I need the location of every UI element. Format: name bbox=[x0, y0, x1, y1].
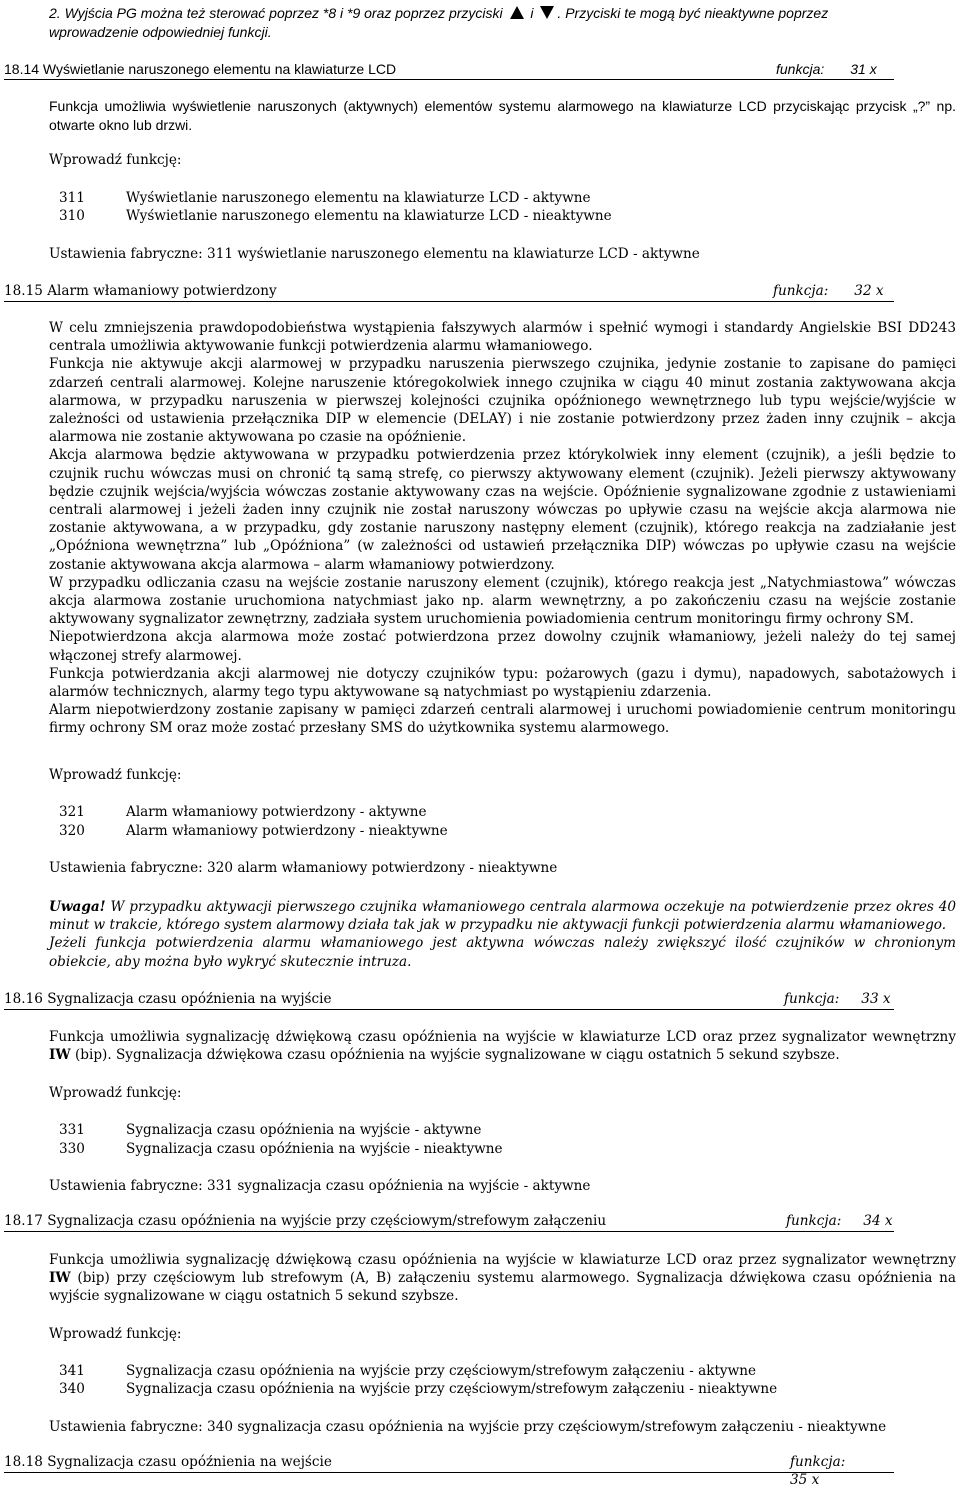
arrow-down-icon bbox=[540, 6, 554, 19]
function-code bbox=[786, 1212, 893, 1230]
intro-line2: wprowadzenie odpowiedniej funkcji. bbox=[49, 24, 272, 40]
description-bold: IW bbox=[49, 1047, 71, 1064]
option-row bbox=[59, 207, 612, 225]
option-row bbox=[59, 189, 591, 207]
function-value: 32 x bbox=[854, 283, 884, 299]
section-18-17-factory-setting: Ustawienia fabryczne: 340 sygnalizacja czasu opóźnienia na wyjście przy częściowym/strefowym załączeniu - nieaktywne bbox=[49, 1419, 887, 1435]
section-title: 18.16 Sygnalizacja czasu opóźnienia na wyjście bbox=[4, 991, 332, 1007]
option-row bbox=[59, 822, 448, 840]
function-label: funkcja: bbox=[773, 283, 829, 299]
option-code: 331 bbox=[59, 1122, 85, 1138]
option-text: Sygnalizacja czasu opóźnienia na wyjście - nieaktywne bbox=[126, 1141, 503, 1157]
option-row bbox=[59, 1121, 481, 1139]
description-text: (bip) przy częściowym lub strefowym (A, B) załączeniu systemu alarmowego. Sygnalizacja dźwiękowa czasu opóźnienia na wyjście sygnalizowane w ciągu ostatnich 5 sekund szybsze. bbox=[49, 1270, 956, 1305]
intro-paragraph bbox=[49, 4, 949, 42]
section-18-14-description: Funkcja umożliwia wyświetlenie naruszonych (aktywnych) elementów systemu alarmowego na klawiaturze LCD przyciskając przycisk „?” np. otwarte okno lub drzwi. bbox=[49, 98, 956, 133]
function-code bbox=[790, 1453, 894, 1489]
section-18-16-heading bbox=[4, 990, 894, 1010]
option-code: 330 bbox=[59, 1141, 85, 1157]
body-paragraph: Niepotwierdzona akcja alarmowa może zostać potwierdzona przez dowolny czujnik włamaniowy, jeżeli należy do tej samej włączonej strefy alarmowej. bbox=[49, 629, 956, 664]
option-row bbox=[59, 1380, 777, 1398]
function-value: 31 x bbox=[850, 61, 877, 77]
function-value: 35 x bbox=[790, 1472, 820, 1488]
section-18-17-prompt: Wprowadź funkcję: bbox=[49, 1326, 182, 1342]
function-code bbox=[784, 990, 891, 1008]
intro-line-prefix: 2. Wyjścia PG można też sterować poprzez *8 i *9 oraz poprzez przyciski bbox=[49, 5, 503, 21]
description-text: (bip). Sygnalizacja dźwiękowa czasu opóźnienia na wyjście sygnalizowane w ciągu ostatnich 5 sekund szybsze. bbox=[70, 1047, 840, 1064]
option-text: Wyświetlanie naruszonego elementu na klawiaturze LCD - nieaktywne bbox=[126, 208, 612, 224]
section-18-14-factory-setting: Ustawienia fabryczne: 311 wyświetlanie naruszonego elementu na klawiaturze LCD - aktywne bbox=[49, 246, 700, 262]
note-label: Uwaga! bbox=[49, 899, 106, 915]
section-title: 18.17 Sygnalizacja czasu opóźnienia na wyjście przy częściowym/strefowym załączeniu bbox=[4, 1213, 607, 1229]
section-18-14-heading bbox=[4, 60, 894, 80]
option-text: Sygnalizacja czasu opóźnienia na wyjście przy częściowym/strefowym załączeniu - aktywne bbox=[126, 1363, 757, 1379]
option-text: Sygnalizacja czasu opóźnienia na wyjście - aktywne bbox=[126, 1122, 482, 1138]
option-code: 320 bbox=[59, 823, 85, 839]
section-18-17-description bbox=[49, 1251, 956, 1306]
body-paragraph: Funkcja potwierdzania akcji alarmowej nie dotyczy czujników typu: pożarowych (gazu i dymu), napadowych, sabotażowych i alarmów technicznych, alarmy tego typu aktywowane są natychmiast po wystąpieniu zdarzenia. bbox=[49, 665, 956, 701]
intro-line-suffix: . Przyciski te mogą być nieaktywne poprzez bbox=[557, 5, 829, 21]
section-title: 18.18 Sygnalizacja czasu opóźnienia na wejście bbox=[4, 1454, 332, 1470]
section-18-16-prompt: Wprowadź funkcję: bbox=[49, 1085, 182, 1101]
section-18-14-prompt: Wprowadź funkcję: bbox=[49, 152, 182, 168]
function-code bbox=[773, 282, 884, 300]
option-code: 311 bbox=[59, 190, 85, 206]
body-paragraph: Alarm niepotwierdzony zostanie zapisany w pamięci zdarzeń centrali alarmowej i uruchomi powiadomienie centrum monitoringu firmy ochrony SM oraz może zostać przesłany SMS do użytkownika systemu alarmowego. bbox=[49, 702, 956, 737]
section-18-15-note bbox=[49, 898, 956, 971]
function-code bbox=[776, 60, 877, 78]
function-value: 33 x bbox=[861, 991, 891, 1007]
option-text: Alarm włamaniowy potwierdzony - aktywne bbox=[126, 804, 427, 820]
function-label: funkcja: bbox=[786, 1213, 842, 1229]
body-paragraph: W celu zmniejszenia prawdopodobieństwa wystąpienia fałszywych alarmów i spełnić wymogi i standardy Angielskie BSI DD243 centrala umożliwia aktywowanie funkcji potwierdzenia alarmu włamaniowego. bbox=[49, 320, 956, 355]
section-18-16-factory-setting: Ustawienia fabryczne: 331 sygnalizacja czasu opóźnienia na wyjście - aktywne bbox=[49, 1178, 591, 1194]
option-row bbox=[59, 1362, 756, 1380]
intro-between: i bbox=[530, 5, 534, 21]
option-text: Wyświetlanie naruszonego elementu na klawiaturze LCD - aktywne bbox=[126, 190, 591, 206]
section-title: 18.15 Alarm włamaniowy potwierdzony bbox=[4, 283, 277, 299]
note-text-2: Jeżeli funkcja potwierdzenia alarmu włamaniowego jest aktywna wówczas należy zwiększyć ilość czujników w chronionym obiekcie, aby można było wykryć skutecznie intruza. bbox=[49, 935, 956, 970]
option-code: 310 bbox=[59, 208, 85, 224]
section-18-15-heading bbox=[4, 282, 894, 302]
option-code: 340 bbox=[59, 1381, 85, 1397]
option-row bbox=[59, 803, 427, 821]
option-text: Sygnalizacja czasu opóźnienia na wyjście przy częściowym/strefowym załączeniu - nieaktywne bbox=[126, 1381, 778, 1397]
arrow-up-icon bbox=[510, 6, 524, 19]
function-label: funkcja: bbox=[776, 61, 825, 77]
section-18-16-description bbox=[49, 1028, 956, 1064]
section-18-15-factory-setting: Ustawienia fabryczne: 320 alarm włamaniowy potwierdzony - nieaktywne bbox=[49, 860, 558, 876]
section-18-18-heading bbox=[4, 1453, 894, 1488]
description-text: Funkcja umożliwia sygnalizację dźwiękową czasu opóźnienia na wyjście w klawiaturze LCD oraz przez sygnalizator wewnętrzny bbox=[49, 1252, 956, 1268]
description-text: Funkcja umożliwia sygnalizację dźwiękową czasu opóźnienia na wyjście w klawiaturze LCD oraz przez sygnalizator wewnętrzny bbox=[49, 1029, 956, 1045]
body-paragraph: W przypadku odliczania czasu na wejście zostanie naruszony element (czujnik), którego reakcja jest „Natychmiastowa” wówczas akcja alarmowa zostanie uruchomiona natychmiast jako np. alarm wewnętrzny, a po zakończeniu czasu na wejście zostanie aktywowany sygnalizator zewnętrzny, zadziała system uruchomienia powiadomienia centrum monitoringu firmy ochrony SM. bbox=[49, 574, 956, 628]
function-value: 34 x bbox=[863, 1213, 893, 1229]
body-paragraph: Akcja alarmowa będzie aktywowana w przypadku potwierdzenia przez którykolwiek inny element (czujnik), a jeśli będzie to czujnik ruchu wówczas musi on chronić tą samą strefę, co pierwszy aktywowany element (czujnik). Jeżeli pierwszy aktywowany będzie czujnik wejścia/wyjścia wówczas zostanie aktywowany czas na wejście. Opóźnienie sygnalizowane zgodnie z ustawieniami centrali alarmowej i jeżeli żaden inny czujnik nie został naruszony wówczas po upływie czasu na wejście akcja alarmowa nie zostanie aktywowana, a w przypadku, gdy zostanie naruszony następny element (czujnik), którego reakcja na zadziałanie jest „Opóźniona wewnętrzna” lub „Opóźniona” (w zależności od ustawień przełącznika DIP) wówczas po upływie czasu na wejście zostanie aktywowana akcja alarmowa – alarm włamaniowy potwierdzony. bbox=[49, 447, 956, 573]
function-label: funkcja: bbox=[784, 991, 840, 1007]
note-text: W przypadku aktywacji pierwszego czujnika włamaniowego centrala alarmowa oczekuje na potwierdzenie przez okres 40 minut w trakcie, którego system alarmowy działa tak jak w przypadku nie aktywacji funkcji potwierdzenia alarmu włamaniowego. bbox=[49, 899, 956, 934]
section-18-15-body bbox=[49, 319, 956, 738]
function-label: funkcja: bbox=[790, 1454, 846, 1470]
option-row bbox=[59, 1140, 503, 1158]
option-code: 321 bbox=[59, 804, 85, 820]
body-paragraph: Funkcja nie aktywuje akcji alarmowej w przypadku naruszenia pierwszego czujnika, jedynie zostanie to zapisane do pamięci zdarzeń centrali alarmowej. Kolejne naruszenie któregokolwiek innego czujnika w ciągu 40 minut zostania zaktywowana akcja alarmowa, w przypadku naruszenia w pierwszej kolejności czujnika opóźnionego wewnętrznego lub typu wejście/wyjście w zależności od ustawienia przełącznika DIP w elemencie (DELAY) i nie zostanie potwierdzony przez żaden inny czujnik – akcja alarmowa nie zostanie aktywowana po czasie na opóźnienie. bbox=[49, 356, 956, 446]
section-18-15-prompt: Wprowadź funkcję: bbox=[49, 767, 182, 783]
option-code: 341 bbox=[59, 1363, 85, 1379]
section-18-17-heading bbox=[4, 1212, 894, 1232]
description-bold: IW bbox=[49, 1270, 71, 1287]
option-text: Alarm włamaniowy potwierdzony - nieaktywne bbox=[126, 823, 448, 839]
section-title: 18.14 Wyświetlanie naruszonego elementu na klawiaturze LCD bbox=[4, 61, 397, 77]
